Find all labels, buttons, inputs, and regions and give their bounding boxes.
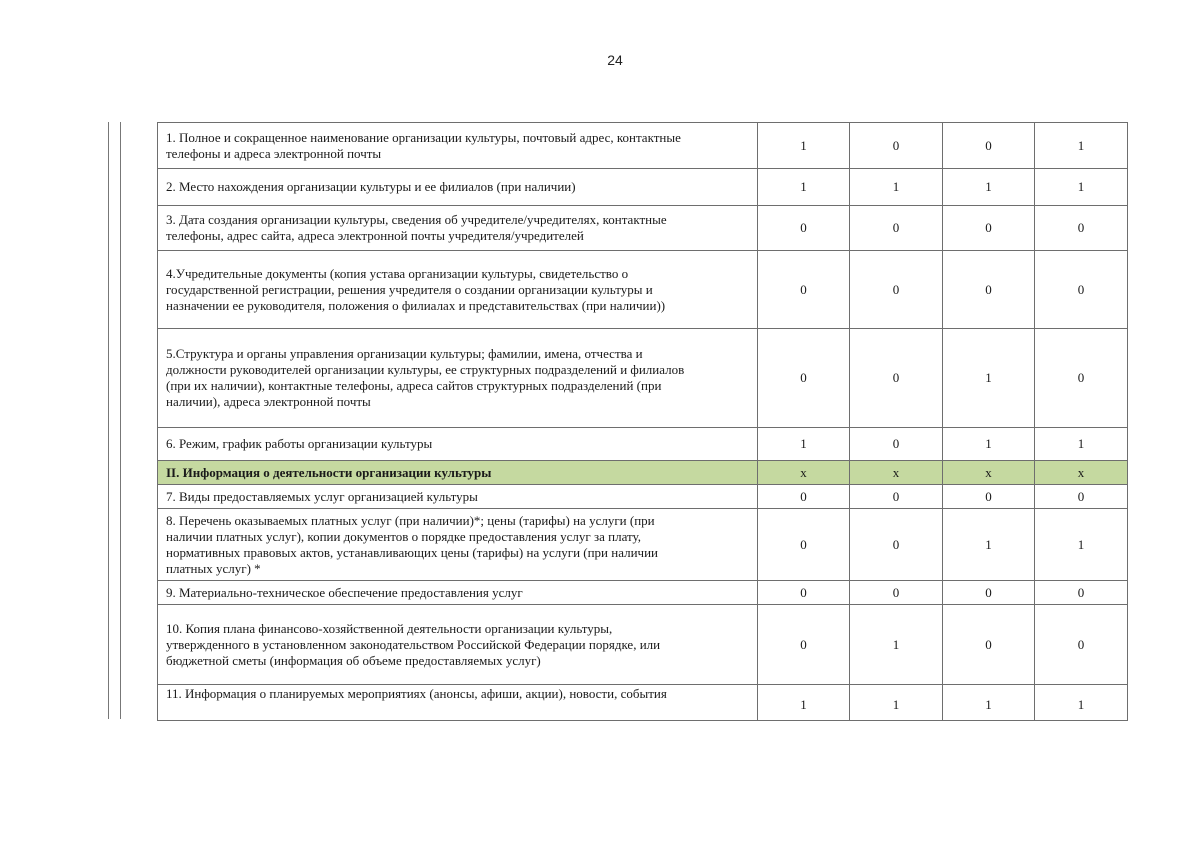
- score-cell: 0: [850, 509, 943, 581]
- score-cell: 0: [1035, 251, 1128, 329]
- score-cell: 1: [1035, 509, 1128, 581]
- score-cell: 0: [943, 581, 1035, 605]
- score-cell: 0: [943, 251, 1035, 329]
- score-cell: 0: [850, 206, 943, 251]
- score-cell: 0: [1035, 329, 1128, 428]
- table-row: [158, 685, 1128, 721]
- table-row: [158, 329, 1128, 428]
- criteria-table: [157, 122, 1128, 721]
- criterion-text: 4.Учредительные документы (копия устава организации культуры, свидетельство о государственной регистрации, решения учредителя о создании организации культуры и назначении ее руководителя, положения о филиалах и представительствах (при наличии)): [158, 251, 758, 329]
- criterion-text: 3. Дата создания организации культуры, сведения об учредителе/учредителях, контактные телефоны, адрес сайта, адреса электронной почты учредителя/учредителей: [158, 206, 758, 251]
- score-cell: 0: [850, 485, 943, 509]
- score-cell: 1: [1035, 169, 1128, 206]
- table-row: [158, 123, 1128, 169]
- criterion-text: 5.Структура и органы управления организации культуры; фамилии, имена, отчества и должности руководителей организации культуры, ее структурных подразделений и филиалов (при их наличии), контактные телефоны, адреса сайтов структурных подразделений (при наличии), адреса электронной почты: [158, 329, 758, 428]
- score-cell: х: [943, 461, 1035, 485]
- table-row: [158, 169, 1128, 206]
- criterion-text: 8. Перечень оказываемых платных услуг (при наличии)*; цены (тарифы) на услуги (при наличии платных услуг), копии документов о порядке предоставления услуг за плату, нормативных правовых актов, устанавливающих цены (тарифы) на услуги (при наличии платных услуг) *: [158, 509, 758, 581]
- score-cell: 1: [758, 428, 850, 461]
- score-cell: 0: [758, 485, 850, 509]
- score-cell: 0: [943, 123, 1035, 169]
- score-cell: 1: [850, 685, 943, 721]
- criteria-table-body: [158, 123, 1128, 721]
- score-cell: 0: [850, 123, 943, 169]
- score-cell: 1: [850, 169, 943, 206]
- score-cell: 0: [758, 251, 850, 329]
- score-cell: х: [758, 461, 850, 485]
- criterion-text: 10. Копия плана финансово-хозяйственной деятельности организации культуры, утвержденного в установленном законодательством Российской Федерации порядке, или бюджетной сметы (информация об объеме предоставляемых услуг): [158, 605, 758, 685]
- score-cell: 0: [943, 605, 1035, 685]
- score-cell: 1: [943, 169, 1035, 206]
- score-cell: 1: [1035, 123, 1128, 169]
- score-cell: 0: [1035, 605, 1128, 685]
- criterion-text: 2. Место нахождения организации культуры и ее филиалов (при наличии): [158, 169, 758, 206]
- score-cell: 0: [758, 206, 850, 251]
- score-cell: 1: [758, 169, 850, 206]
- score-cell: х: [1035, 461, 1128, 485]
- score-cell: 0: [1035, 581, 1128, 605]
- table-row: [158, 251, 1128, 329]
- score-cell: 1: [943, 685, 1035, 721]
- table-row: [158, 509, 1128, 581]
- table-row: [158, 605, 1128, 685]
- margin-rule-left: [108, 122, 109, 719]
- score-cell: 1: [1035, 428, 1128, 461]
- score-cell: 1: [1035, 685, 1128, 721]
- section-title: II. Информация о деятельности организации культуры: [158, 461, 758, 485]
- score-cell: 0: [943, 485, 1035, 509]
- score-cell: х: [850, 461, 943, 485]
- score-cell: 0: [758, 329, 850, 428]
- score-cell: 0: [850, 329, 943, 428]
- criterion-text: 1. Полное и сокращенное наименование организации культуры, почтовый адрес, контактные телефоны и адреса электронной почты: [158, 123, 758, 169]
- section-header-row: [158, 461, 1128, 485]
- criterion-text: 9. Материально-техническое обеспечение предоставления услуг: [158, 581, 758, 605]
- score-cell: 0: [758, 581, 850, 605]
- score-cell: 0: [758, 509, 850, 581]
- score-cell: 0: [850, 251, 943, 329]
- table-row: [158, 206, 1128, 251]
- score-cell: 0: [850, 428, 943, 461]
- score-cell: 0: [850, 581, 943, 605]
- score-cell: 1: [943, 428, 1035, 461]
- page-number: 24: [607, 52, 623, 68]
- score-cell: 1: [943, 329, 1035, 428]
- score-cell: 0: [943, 206, 1035, 251]
- score-cell: 0: [1035, 485, 1128, 509]
- score-cell: 1: [758, 685, 850, 721]
- score-cell: 1: [758, 123, 850, 169]
- margin-rule-right: [120, 122, 121, 719]
- table-row: [158, 428, 1128, 461]
- score-cell: 1: [850, 605, 943, 685]
- score-cell: 0: [1035, 206, 1128, 251]
- score-cell: 0: [758, 605, 850, 685]
- table-row: [158, 581, 1128, 605]
- criterion-text: 6. Режим, график работы организации культуры: [158, 428, 758, 461]
- score-cell: 1: [943, 509, 1035, 581]
- table-row: [158, 485, 1128, 509]
- criterion-text: 11. Информация о планируемых мероприятиях (анонсы, афиши, акции), новости, события: [158, 685, 758, 721]
- criterion-text: 7. Виды предоставляемых услуг организацией культуры: [158, 485, 758, 509]
